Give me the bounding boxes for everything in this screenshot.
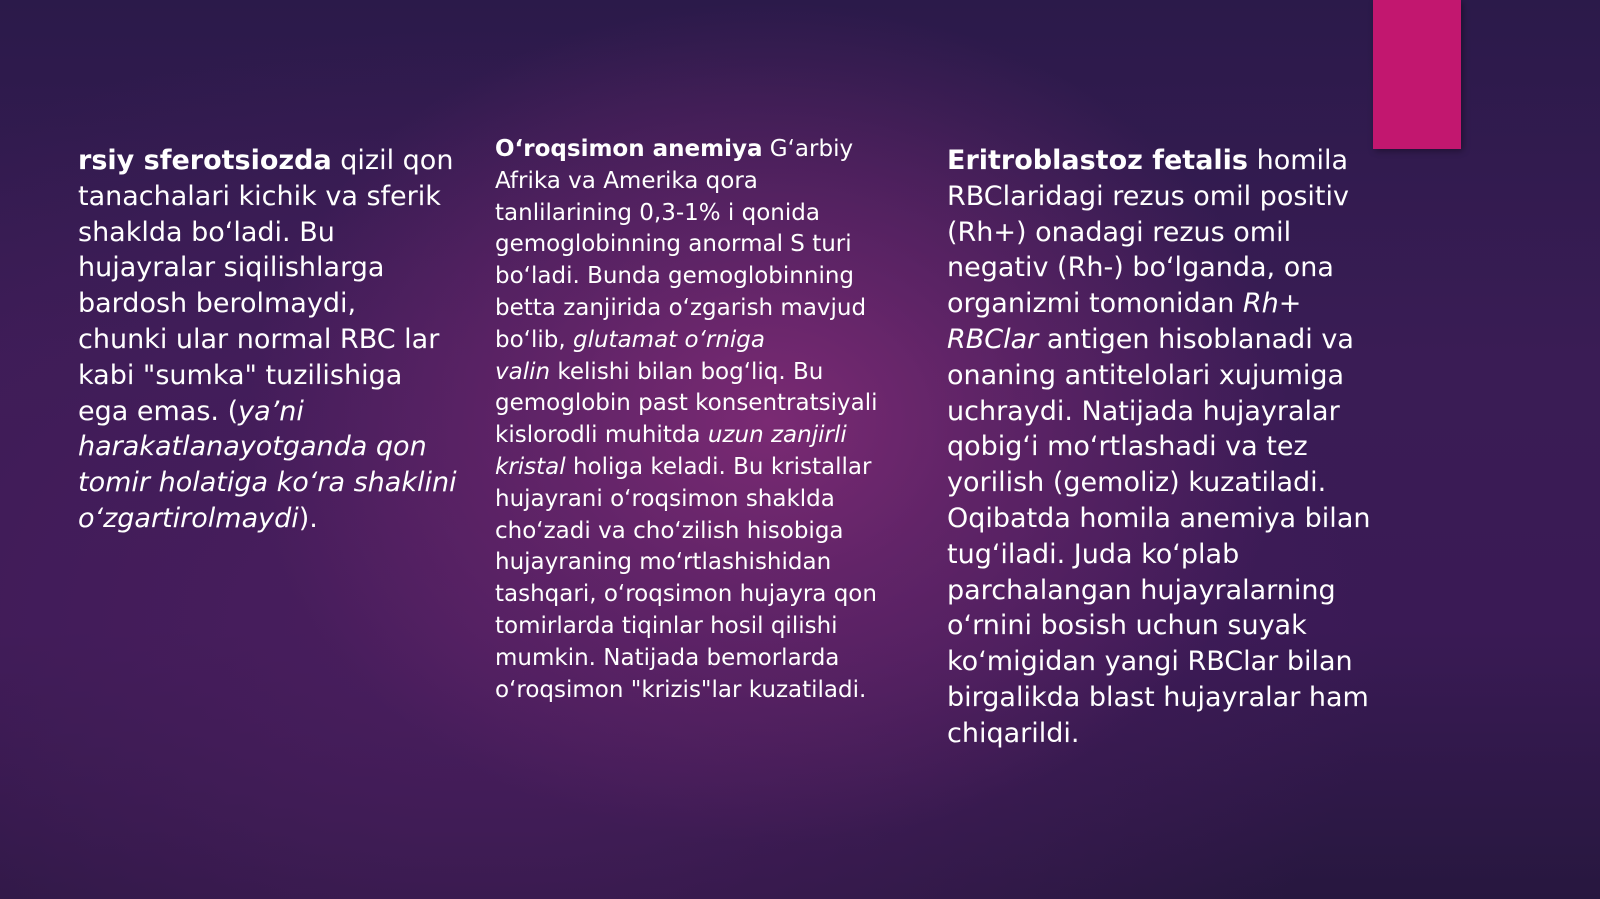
text-run: betta zanjirida o‘zgarish mavjud (495, 294, 867, 321)
text-run: bo‘ladi. Bunda gemoglobinning (495, 263, 855, 290)
text-run: cho‘zadi va cho‘zilish hisobiga (495, 517, 844, 544)
text-line (495, 484, 920, 516)
bold-term: O‘roqsimon anemiya (495, 136, 763, 162)
text-line (495, 198, 920, 230)
text-line (947, 680, 1417, 716)
text-line (78, 429, 458, 465)
accent-bar (1373, 0, 1461, 149)
text-run: Afrika va Amerika qora (495, 167, 758, 194)
text-run: (Rh+) onadagi rezus omil (947, 216, 1292, 248)
text-line (495, 420, 920, 452)
text-run: Oqibatda homila anemiya bilan (947, 502, 1371, 534)
text-run: gemoglobinning anormal S turi (495, 231, 852, 258)
text-line (495, 229, 920, 261)
text-run: tanlilarining 0,3-1% i qonida (495, 199, 820, 226)
text-run: antigen hisoblanadi va (1038, 323, 1354, 355)
text-run: ko‘migidan yangi RBClar bilan (947, 646, 1353, 678)
italic-text: harakatlanayotganda qon (78, 431, 427, 463)
text-line (947, 573, 1417, 609)
text-line (947, 143, 1417, 179)
text-line (947, 644, 1417, 680)
text-column-left (78, 143, 458, 537)
italic-text: ya’ni (238, 395, 304, 427)
text-run: yorilish (gemoliz) kuzatiladi. (947, 467, 1327, 499)
text-line (947, 429, 1417, 465)
text-line (495, 357, 920, 389)
italic-text: tomir holatiga ko‘ra shaklini (78, 467, 457, 499)
text-line (78, 358, 458, 394)
text-run: tashqari, o‘roqsimon hujayra qon (495, 581, 877, 608)
text-run: chunki ular normal RBC lar (78, 323, 440, 355)
text-run: qizil qon (331, 145, 454, 176)
text-line (947, 358, 1417, 394)
italic-text: RBClar (947, 323, 1039, 355)
text-line (495, 166, 920, 198)
text-run: tanachalari kichik va sferik (78, 180, 441, 212)
text-run: hujayraning mo‘rtlashishidan (495, 549, 832, 576)
text-run: tomirlarda tiqinlar hosil qilishi (495, 612, 838, 639)
text-line (947, 250, 1417, 286)
text-line (947, 716, 1417, 752)
text-line (947, 179, 1417, 215)
text-run: gemoglobin past konsentratsiyali (495, 390, 878, 417)
text-column-right (947, 143, 1417, 752)
text-line (78, 501, 458, 537)
text-line (495, 547, 920, 579)
text-run: tug‘iladi. Juda ko‘plab (947, 538, 1240, 570)
text-run: kelishi bilan bog‘liq. Bu (550, 358, 824, 385)
text-line (495, 325, 920, 357)
text-run: organizmi tomonidan (947, 288, 1243, 320)
text-line (495, 643, 920, 675)
text-run: shaklda bo‘ladi. Bu (78, 216, 335, 248)
text-line (947, 537, 1417, 573)
text-run: mumkin. Natijada bemorlarda (495, 644, 840, 671)
text-line (947, 465, 1417, 501)
text-line (495, 611, 920, 643)
text-run: kislorodli muhitda (495, 422, 708, 449)
text-column-middle (495, 134, 920, 706)
text-run: uchraydi. Natijada hujayralar (947, 395, 1340, 427)
text-run: parchalangan hujayralarning (947, 574, 1336, 606)
text-run: G‘arbiy (762, 136, 854, 162)
text-line (947, 322, 1417, 358)
text-line (78, 322, 458, 358)
text-run: holiga keladi. Bu kristallar (565, 453, 872, 480)
text-line (495, 134, 920, 166)
italic-text: glutamat o‘rniga (572, 326, 765, 353)
bold-term: rsiy sferotsiozda (78, 145, 332, 176)
italic-text: Rh+ (1242, 288, 1302, 320)
text-line (78, 179, 458, 215)
text-run: onaning antitelolari xujumiga (947, 359, 1345, 391)
text-line (947, 394, 1417, 430)
text-run: ). (298, 502, 318, 534)
text-line (947, 215, 1417, 251)
text-line (78, 465, 458, 501)
text-line (495, 516, 920, 548)
text-line (495, 579, 920, 611)
text-run: ega emas. ( (78, 395, 239, 427)
text-line (947, 501, 1417, 537)
italic-text: o‘zgartirolmaydi (78, 502, 299, 534)
text-line (495, 293, 920, 325)
text-line (495, 675, 920, 707)
italic-text: kristal (495, 453, 566, 480)
italic-text: valin (495, 358, 551, 385)
text-run: o‘roqsimon "krizis"lar kuzatiladi. (495, 676, 867, 703)
text-run: bo‘lib, (495, 326, 573, 353)
text-line (78, 250, 458, 286)
italic-text: uzun zanjirli (707, 422, 847, 449)
text-line (495, 388, 920, 420)
text-run: o‘rnini bosish uchun suyak (947, 610, 1307, 642)
text-run: kabi "sumka" tuzilishiga (78, 359, 403, 391)
text-line (78, 394, 458, 430)
text-line (78, 143, 458, 179)
text-line (947, 608, 1417, 644)
text-run: RBClaridagi rezus omil positiv (947, 180, 1349, 212)
bold-term: Eritroblastoz fetalis (947, 145, 1248, 176)
text-line (495, 261, 920, 293)
text-run: birgalikda blast hujayralar ham (947, 681, 1369, 713)
text-run: qobig‘i mo‘rtlashadi va tez (947, 431, 1308, 463)
text-run: hujayrani o‘roqsimon shaklda (495, 485, 835, 512)
text-line (78, 286, 458, 322)
text-run: chiqarildi. (947, 717, 1080, 749)
text-run: bardosh berolmaydi, (78, 288, 357, 320)
text-line (495, 452, 920, 484)
text-run: hujayralar siqilishlarga (78, 252, 385, 284)
text-run: negativ (Rh-) bo‘lganda, ona (947, 252, 1334, 284)
text-line (947, 286, 1417, 322)
text-line (78, 215, 458, 251)
text-run: homila (1248, 145, 1349, 176)
